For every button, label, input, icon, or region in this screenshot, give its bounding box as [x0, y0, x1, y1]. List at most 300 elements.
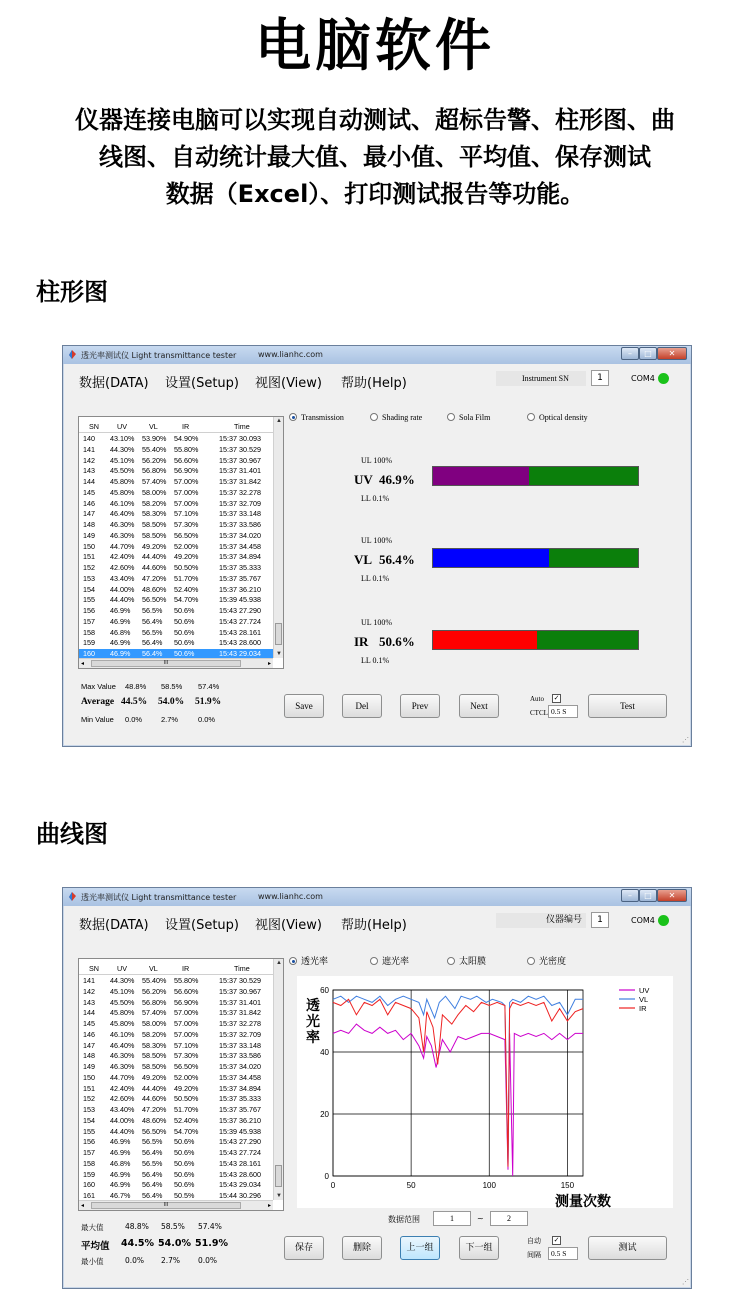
cell-vl: 53.90%	[142, 434, 167, 443]
scroll-thumb[interactable]	[275, 1165, 282, 1187]
cell-sn: 156	[83, 606, 95, 615]
test-button[interactable]: Test	[588, 694, 667, 718]
intro-line-3: 数据（Excel）、打印测试报告等功能。	[165, 180, 585, 208]
stats-min-uv: 0.0%	[125, 715, 143, 724]
table-row[interactable]	[79, 595, 273, 606]
table-row[interactable]	[79, 585, 273, 596]
y-axis-label-char: 光	[306, 1014, 320, 1030]
stats-avg-vl: 54.0%	[158, 1238, 191, 1249]
table-row[interactable]	[79, 606, 273, 617]
menu-setup[interactable]: 设置(Setup)	[165, 918, 239, 933]
minimize-button[interactable]: –	[621, 347, 639, 360]
column-header-time: Time	[234, 964, 250, 973]
table-row[interactable]	[79, 1073, 273, 1084]
instrument-sn-input[interactable]: 1	[591, 370, 609, 386]
bar-ir-upper-limit: UL 100%	[361, 618, 393, 627]
close-button[interactable]: ✕	[657, 889, 687, 902]
stats-avg-ir: 51.9%	[195, 1238, 228, 1249]
cell-vl: 58.30%	[142, 1040, 167, 1050]
cell-ir: 50.6%	[174, 616, 195, 626]
table-row[interactable]	[79, 1084, 273, 1095]
bar-uv-lower-limit: LL 0.1%	[361, 494, 390, 503]
cell-ir: 50.6%	[174, 1158, 195, 1168]
vertical-scrollbar[interactable]	[273, 417, 283, 658]
section-title-bar-chart: 柱形图	[36, 278, 108, 306]
cell-vl: 56.4%	[142, 1169, 163, 1179]
cell-sn: 151	[83, 552, 95, 562]
table-row[interactable]	[79, 1137, 273, 1148]
table-row[interactable]	[79, 542, 273, 553]
scroll-right-icon[interactable]: ▸	[267, 661, 271, 667]
cell-sn: 151	[83, 1083, 95, 1093]
maximize-button[interactable]: □	[639, 889, 657, 902]
bar-uv-name: UV	[354, 472, 373, 487]
cell-uv: 42.40%	[110, 552, 135, 562]
legend-label-uv: UV	[639, 986, 650, 995]
cell-ir: 57.30%	[174, 1051, 199, 1061]
menu-view[interactable]: 视图(View)	[255, 376, 322, 391]
cell-vl: 56.80%	[142, 997, 167, 1007]
section-title-curve-chart: 曲线图	[36, 820, 108, 848]
cell-vl: 56.5%	[142, 1137, 163, 1147]
x-tick-label: 0	[330, 1181, 336, 1190]
cell-time: 15:37 30.967	[219, 986, 261, 996]
stats-avg-label: Average	[81, 697, 115, 707]
cell-ir: 49.20%	[174, 552, 199, 562]
instrument-sn-label: Instrument SN	[496, 371, 586, 386]
cell-ir: 50.6%	[174, 1180, 195, 1190]
cell-vl: 58.20%	[142, 1029, 167, 1039]
vertical-scrollbar[interactable]	[273, 959, 283, 1200]
cell-time: 15:37 31.401	[219, 997, 261, 1007]
cell-time: 15:43 27.724	[219, 1148, 261, 1157]
cell-time: 15:39 45.938	[219, 1126, 261, 1136]
cell-ir: 57.00%	[174, 498, 199, 508]
table-row[interactable]	[79, 1148, 273, 1159]
scroll-left-icon[interactable]: ◂	[81, 661, 85, 667]
cell-sn: 153	[83, 1105, 95, 1114]
table-row[interactable]	[79, 1116, 273, 1127]
title-bar	[63, 346, 691, 364]
menu-data[interactable]: 数据(DATA)	[79, 376, 149, 391]
radio-selected-icon	[289, 413, 297, 421]
minimize-button[interactable]: –	[621, 889, 639, 902]
cell-time: 15:37 33.148	[219, 1040, 261, 1050]
resize-grip-icon[interactable]: ⋰	[682, 1278, 689, 1286]
cell-ir: 52.40%	[174, 1115, 199, 1125]
radio-empty-icon	[447, 413, 455, 421]
bar-vl-upper-limit: UL 100%	[361, 536, 393, 545]
cell-vl: 56.5%	[142, 1158, 163, 1168]
cell-vl: 56.50%	[142, 595, 167, 605]
save-button[interactable]: 保存	[284, 1236, 324, 1260]
table-row[interactable]	[79, 552, 273, 563]
radio-transmission[interactable]	[289, 413, 344, 422]
h-scroll-thumb[interactable]: III	[91, 1202, 241, 1209]
scroll-thumb[interactable]	[275, 623, 282, 645]
cell-ir: 57.00%	[174, 477, 199, 486]
table-row[interactable]	[79, 520, 273, 531]
table-row[interactable]	[79, 1051, 273, 1062]
cell-time: 15:37 34.458	[219, 541, 261, 551]
radio-sola-film[interactable]	[447, 413, 490, 422]
com-port-label: COM4	[631, 916, 655, 925]
y-tick-label: 60	[320, 986, 329, 995]
intro-line-2: 线图、自动统计最大值、最小值、平均值、保存测试	[99, 143, 651, 171]
cell-uv: 42.60%	[110, 1094, 135, 1104]
cell-sn: 149	[83, 1062, 95, 1071]
stats-max-ir: 57.4%	[198, 682, 220, 691]
stats-min-ir: 0.0%	[198, 715, 216, 724]
table-row[interactable]	[79, 1008, 273, 1019]
legend-label-vl: VL	[639, 995, 649, 1004]
cell-ir: 50.5%	[174, 1191, 195, 1200]
cell-uv: 46.9%	[110, 616, 131, 626]
resize-grip-icon[interactable]: ⋰	[682, 736, 689, 744]
cell-ir: 56.50%	[174, 1062, 199, 1071]
y-tick-label: 40	[320, 1048, 329, 1057]
close-button[interactable]: ✕	[657, 347, 687, 360]
cell-sn: 156	[83, 1137, 95, 1147]
stats-avg-vl: 54.0%	[158, 697, 185, 707]
cell-vl: 56.4%	[142, 1180, 163, 1190]
table-row[interactable]	[79, 488, 273, 499]
cell-vl: 56.20%	[142, 986, 167, 996]
menu-data[interactable]: 数据(DATA)	[79, 918, 149, 933]
cell-time: 15:43 27.290	[219, 606, 261, 615]
cell-time: 15:37 33.586	[219, 1051, 261, 1061]
radio-shading-rate-label: Shading rate	[382, 413, 423, 422]
cell-uv: 46.9%	[110, 606, 131, 615]
table-row[interactable]	[79, 987, 273, 998]
menu-bar	[63, 365, 691, 391]
stats-avg-uv: 44.5%	[121, 697, 148, 707]
table-row[interactable]	[79, 1159, 273, 1170]
cell-vl: 58.50%	[142, 1051, 167, 1061]
cell-ir: 51.70%	[174, 1105, 199, 1114]
radio-transmission[interactable]	[289, 954, 328, 967]
table-row[interactable]	[79, 499, 273, 510]
cell-sn: 144	[83, 1008, 95, 1018]
radio-shading-rate[interactable]	[370, 413, 422, 422]
table-row[interactable]	[79, 466, 273, 477]
cell-time: 15:43 28.600	[219, 1169, 261, 1179]
cell-time: 15:37 35.767	[219, 573, 261, 583]
cell-sn: 142	[83, 986, 95, 996]
stats-min-vl: 2.7%	[161, 1256, 181, 1265]
data-table[interactable]	[78, 416, 284, 669]
cell-ir: 50.6%	[174, 1137, 195, 1147]
test-button[interactable]: 测试	[588, 1236, 667, 1260]
y-tick-label: 0	[324, 1172, 329, 1181]
table-row[interactable]	[79, 509, 273, 520]
table-row[interactable]	[79, 1094, 273, 1105]
app-logo-icon	[68, 892, 77, 902]
table-row[interactable]	[79, 976, 273, 987]
table-row[interactable]	[79, 1030, 273, 1041]
cell-ir: 50.6%	[174, 1169, 195, 1179]
maximize-button[interactable]: □	[639, 347, 657, 360]
app-window-curve	[62, 887, 692, 1289]
scroll-up-icon[interactable]: ▲	[276, 960, 282, 966]
cell-time: 15:37 30.967	[219, 455, 261, 465]
horizontal-scrollbar[interactable]	[79, 1200, 273, 1210]
cell-sn: 158	[83, 627, 95, 637]
x-axis-label: 测量次数	[555, 1194, 611, 1208]
stats-min-label: Min Value	[81, 715, 114, 724]
cell-uv: 46.9%	[110, 1148, 131, 1157]
cell-time: 15:37 35.333	[219, 1094, 261, 1104]
bar-uv-upper-limit: UL 100%	[361, 456, 393, 465]
cell-ir: 49.20%	[174, 1083, 199, 1093]
cell-sn: 161	[83, 1191, 95, 1200]
menu-setup[interactable]: 设置(Setup)	[165, 376, 239, 391]
cell-vl: 49.20%	[142, 541, 167, 551]
cell-uv: 44.40%	[110, 1126, 135, 1136]
cell-time: 15:37 30.529	[219, 444, 261, 454]
cell-sn: 140	[83, 434, 95, 443]
cell-ir: 56.90%	[174, 466, 199, 476]
cell-sn: 159	[83, 638, 95, 648]
intro-line-1: 仪器连接电脑可以实现自动测试、超标告警、柱形图、曲	[75, 106, 675, 134]
ctcl-interval-input[interactable]: 0.5 S	[548, 1247, 578, 1260]
table-row[interactable]	[79, 628, 273, 639]
table-row[interactable]	[79, 1180, 273, 1191]
table-row[interactable]	[79, 1041, 273, 1052]
delete-button[interactable]: Del	[342, 694, 382, 718]
cell-ir: 50.6%	[174, 627, 195, 637]
cell-uv: 46.8%	[110, 1158, 131, 1168]
cell-vl: 58.50%	[142, 530, 167, 540]
stats-max-label: Max Value	[81, 682, 116, 691]
bar-ir-name: IR	[354, 634, 369, 649]
table-header	[79, 417, 273, 433]
next-button[interactable]: Next	[459, 694, 499, 718]
cell-uv: 44.40%	[110, 595, 135, 605]
cell-vl: 44.60%	[142, 1094, 167, 1104]
data-table[interactable]	[78, 958, 284, 1211]
cell-sn: 155	[83, 595, 95, 605]
cell-vl: 44.40%	[142, 1083, 167, 1093]
cell-uv: 45.10%	[110, 455, 135, 465]
auto-label: Auto	[530, 695, 544, 703]
auto-checkbox[interactable]: ✓	[553, 694, 560, 702]
bar-vl-lower-limit: LL 0.1%	[361, 574, 390, 583]
column-header-vl: VL	[149, 422, 158, 431]
y-axis-label-char: 透	[306, 998, 320, 1014]
stats-min-label: 最小值	[81, 1257, 104, 1266]
radio-optical-density[interactable]	[527, 954, 566, 967]
stats-max-label: 最大值	[81, 1223, 104, 1232]
column-header-sn: SN	[89, 964, 99, 973]
cell-time: 15:37 36.210	[219, 1115, 261, 1125]
cell-uv: 46.10%	[110, 498, 135, 508]
table-row[interactable]	[79, 1170, 273, 1181]
bar-vl-name: VL	[354, 552, 373, 567]
cell-ir: 50.6%	[174, 649, 195, 658]
cell-time: 15:37 34.894	[219, 1083, 261, 1093]
ctcl-label: CTCL	[530, 709, 548, 717]
table-row[interactable]	[79, 1127, 273, 1138]
table-row[interactable]	[79, 1105, 273, 1116]
cell-uv: 43.10%	[110, 434, 135, 443]
cell-time: 15:37 34.894	[219, 552, 261, 562]
cell-vl: 55.40%	[142, 976, 167, 985]
ctcl-interval-input[interactable]: 0.5 S	[548, 705, 578, 718]
range-from-input[interactable]: 1	[433, 1211, 471, 1226]
table-row[interactable]	[79, 574, 273, 585]
table-row[interactable]	[79, 434, 273, 445]
cell-ir: 56.50%	[174, 530, 199, 540]
table-row[interactable]	[79, 445, 273, 456]
cell-time: 15:37 35.333	[219, 563, 261, 572]
cell-time: 15:43 27.724	[219, 616, 261, 626]
cell-time: 15:37 32.278	[219, 487, 261, 497]
cell-vl: 56.4%	[142, 649, 163, 658]
radio-transmission-label: 透光率	[301, 957, 329, 967]
scroll-left-icon[interactable]: ◂	[81, 1203, 85, 1209]
line-chart	[297, 976, 673, 1208]
cell-uv: 45.50%	[110, 466, 135, 476]
cell-sn: 147	[83, 1040, 95, 1050]
scroll-down-icon[interactable]: ▼	[276, 1193, 282, 1199]
cell-time: 15:37 31.401	[219, 466, 261, 476]
table-row[interactable]	[79, 638, 273, 649]
cell-vl: 56.50%	[142, 1126, 167, 1136]
cell-sn: 152	[83, 1094, 95, 1104]
h-scroll-thumb[interactable]: III	[91, 660, 241, 667]
save-button[interactable]: Save	[284, 694, 324, 718]
radio-optical-density-label: 光密度	[539, 957, 567, 967]
radio-shading-rate[interactable]	[370, 954, 409, 967]
plot-frame	[333, 990, 583, 1176]
cell-uv: 46.9%	[110, 638, 131, 648]
cell-uv: 42.40%	[110, 1083, 135, 1093]
cell-vl: 44.60%	[142, 563, 167, 572]
cell-uv: 45.80%	[110, 1008, 135, 1018]
cell-uv: 45.10%	[110, 986, 135, 996]
app-window-bar	[62, 345, 692, 747]
cell-uv: 46.9%	[110, 1169, 131, 1179]
stats-min-uv: 0.0%	[125, 1256, 145, 1265]
cell-ir: 56.60%	[174, 986, 199, 996]
prev-button[interactable]: 上一组	[400, 1236, 440, 1260]
column-header-ir: IR	[182, 422, 190, 431]
connection-status-indicator	[658, 373, 669, 384]
cell-ir: 52.00%	[174, 1072, 199, 1082]
cell-ir: 55.80%	[174, 444, 199, 454]
scroll-up-icon[interactable]: ▲	[276, 418, 282, 424]
bar-ir-lower-limit: LL 0.1%	[361, 656, 390, 665]
x-tick-label: 50	[406, 1181, 416, 1190]
table-row[interactable]	[79, 1019, 273, 1030]
cell-uv: 44.70%	[110, 541, 135, 551]
cell-time: 15:37 36.210	[219, 584, 261, 594]
cell-sn: 158	[83, 1158, 95, 1168]
cell-uv: 44.70%	[110, 1072, 135, 1082]
cell-vl: 47.20%	[142, 573, 167, 583]
x-tick-label: 150	[560, 1181, 575, 1190]
cell-ir: 57.00%	[174, 1029, 199, 1039]
instrument-sn-input[interactable]: 1	[591, 912, 609, 928]
cell-time: 15:43 28.161	[219, 627, 261, 637]
cell-uv: 43.40%	[110, 573, 135, 583]
cell-time: 15:43 29.034	[219, 1180, 261, 1190]
cell-vl: 47.20%	[142, 1105, 167, 1114]
delete-button[interactable]: 删除	[342, 1236, 382, 1260]
stats-max-vl: 58.5%	[161, 1222, 185, 1231]
horizontal-scrollbar[interactable]	[79, 658, 273, 668]
cell-sn: 145	[83, 1019, 95, 1028]
cell-sn: 142	[83, 455, 95, 465]
radio-sola-film[interactable]	[447, 954, 486, 967]
cell-time: 15:43 27.290	[219, 1137, 261, 1147]
cell-ir: 50.50%	[174, 1094, 199, 1104]
menu-help[interactable]: 帮助(Help)	[341, 376, 407, 391]
stats-min-vl: 2.7%	[161, 715, 179, 724]
menu-bar	[63, 907, 691, 933]
table-row[interactable]	[79, 531, 273, 542]
cell-vl: 56.5%	[142, 606, 163, 615]
cell-uv: 46.8%	[110, 627, 131, 637]
ctcl-label: 间隔	[527, 1251, 541, 1259]
cell-sn: 159	[83, 1169, 95, 1179]
cell-sn: 160	[83, 1180, 95, 1190]
table-row[interactable]	[79, 1062, 273, 1073]
table-row[interactable]	[79, 617, 273, 628]
cell-sn: 147	[83, 509, 95, 519]
cell-ir: 50.6%	[174, 606, 195, 615]
menu-view[interactable]: 视图(View)	[255, 918, 322, 933]
cell-vl: 56.4%	[142, 638, 163, 648]
cell-ir: 52.00%	[174, 541, 199, 551]
stats-max-uv: 48.8%	[125, 682, 147, 691]
menu-help[interactable]: 帮助(Help)	[341, 918, 407, 933]
table-row[interactable]	[79, 477, 273, 488]
table-row[interactable]	[79, 998, 273, 1009]
table-row[interactable]	[79, 563, 273, 574]
bar-vl-value: 56.4%	[379, 552, 415, 567]
scroll-down-icon[interactable]: ▼	[276, 651, 282, 657]
cell-sn: 157	[83, 1148, 95, 1157]
cell-time: 15:37 34.020	[219, 1062, 261, 1071]
cell-vl: 58.20%	[142, 498, 167, 508]
auto-checkbox[interactable]: ✓	[553, 1236, 560, 1244]
cell-sn: 146	[83, 498, 95, 508]
cell-time: 15:43 29.034	[219, 649, 261, 658]
next-button[interactable]: 下一组	[459, 1236, 499, 1260]
cell-sn: 154	[83, 1115, 95, 1125]
cell-uv: 46.40%	[110, 1040, 135, 1050]
prev-button[interactable]: Prev	[400, 694, 440, 718]
cell-ir: 50.6%	[174, 1148, 195, 1157]
cell-time: 15:37 33.148	[219, 509, 261, 519]
stats-max-uv: 48.8%	[125, 1222, 149, 1231]
cell-sn: 150	[83, 541, 95, 551]
scroll-right-icon[interactable]: ▸	[267, 1203, 271, 1209]
cell-vl: 48.60%	[142, 584, 167, 594]
cell-time: 15:43 28.161	[219, 1158, 261, 1168]
cell-uv: 45.80%	[110, 1019, 135, 1028]
cell-time: 15:37 30.093	[219, 434, 261, 443]
cell-time: 15:37 32.709	[219, 1029, 261, 1039]
radio-sola-film-label: 太阳膜	[459, 957, 487, 967]
range-to-input[interactable]: 2	[490, 1211, 528, 1226]
cell-ir: 57.00%	[174, 487, 199, 497]
cell-uv: 44.00%	[110, 1115, 135, 1125]
radio-optical-density[interactable]	[527, 413, 588, 422]
table-row[interactable]	[79, 456, 273, 467]
